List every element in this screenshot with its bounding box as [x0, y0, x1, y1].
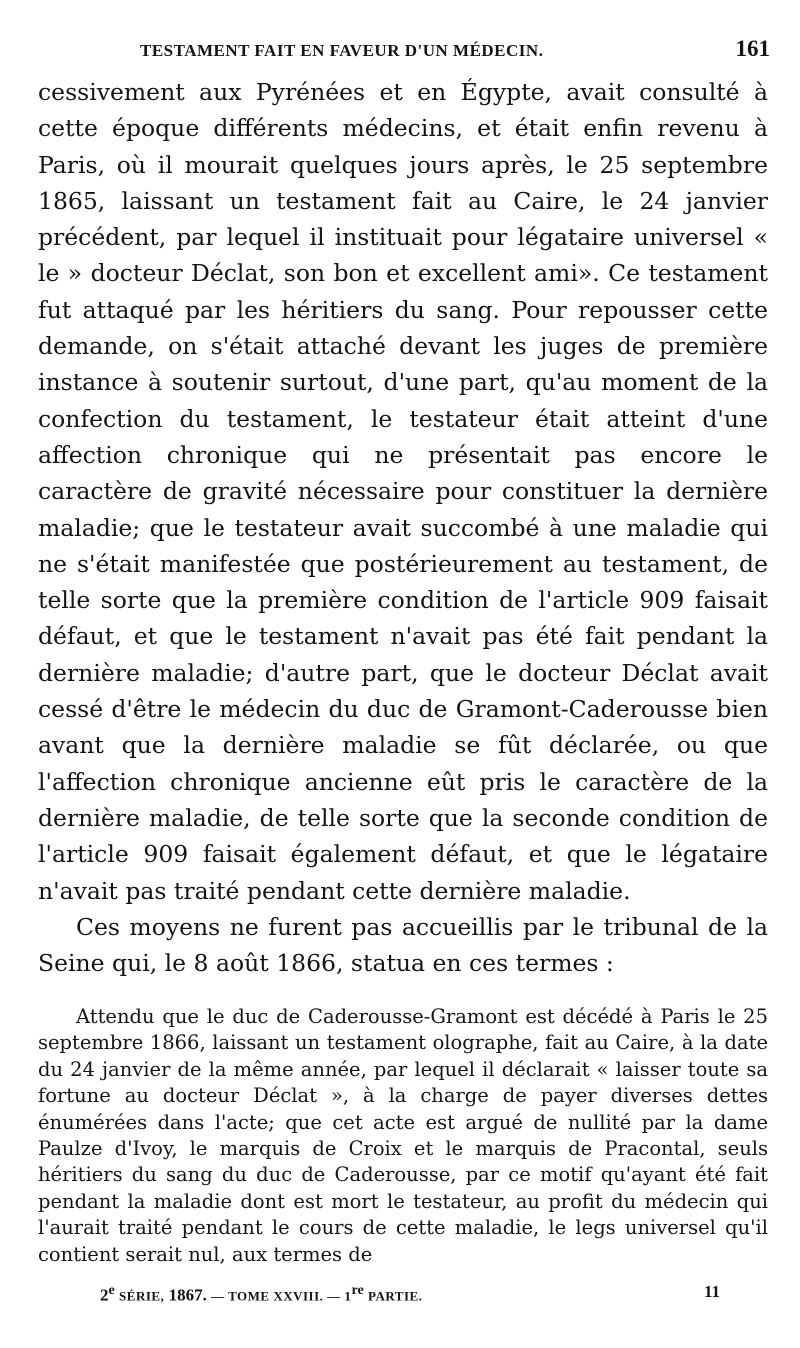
series-label: SÉRIE, [119, 1288, 165, 1304]
page-footer [100, 1282, 720, 1306]
signature-mark: 11 [703, 1282, 720, 1301]
paragraph: Ces moyens ne furent pas accueillis par le tribunal de la Seine qui, le 8 août 1866, statua en ces termes : [38, 912, 768, 978]
body-text [38, 74, 768, 981]
footer-series [100, 1282, 422, 1306]
series-suffix: e [108, 1282, 115, 1298]
running-title: TESTAMENT FAIT EN FAVEUR D'UN MÉDECIN. [140, 41, 544, 60]
footer-volume: — TOME XXVIII. — 1 [211, 1288, 352, 1304]
page-header [140, 36, 770, 66]
page-number: 161 [735, 36, 770, 61]
footer-year: 1867. [168, 1285, 207, 1305]
part-suffix: re [351, 1282, 364, 1298]
part-label: PARTIE. [368, 1288, 423, 1304]
series-number: 2 [100, 1285, 109, 1305]
paragraph-continuation: cessivement aux Pyrénées et en Égypte, avait consulté à cette époque différents médecins, et était enfin revenu à Paris, où il mourait quelques jours après, le 25 septembre 1865, laissant un testament fait au Caire, le 24 janvier précédent, par lequel il instituait pour légataire universel « le » docteur Déclat, son bon et excellent ami». Ce testament fut attaqué par les héritiers du sang. Pour repousser cette demande, on s'était attaché devant les juges de première instance à soutenir surtout, d'une part, qu'au moment de la confection du testament, le testateur était atteint d'une affection chronique qui ne présentait pas encore le caractère de gravité nécessaire pour constituer la dernière maladie; que le testateur avait succombé à une maladie qui ne s'était manifestée que postérieurement au testament, de telle sorte que la première condition de l'article 909 faisait défaut, et que le testament n'avait pas été fait pendant la dernière maladie; d'autre part, que le docteur Déclat avait cessé d'être le médecin du duc de Gramont-Caderousse bien avant que la dernière maladie se fût déclarée, ou que l'affection chronique ancienne eût pris le caractère de la dernière maladie, de telle sorte que la seconde condition de l'article 909 faisait également défaut, et que le légataire n'avait pas traité pendant cette dernière maladie. [38, 78, 768, 905]
quoted-judgment: Attendu que le duc de Caderousse-Gramont est décédé à Paris le 25 septembre 1866, laissant un testament olographe, fait au Caire, à la date du 24 janvier de la même année, par lequel il déclarait « laisser toute sa fortune au docteur Déclat », à la charge de payer diverses dettes énumérées dans l'acte; que cet acte est argué de nullité par la dame Paulze d'Ivoy, le marquis de Croix et le marquis de Pracontal, seuls héritiers du sang du duc de Caderousse, par ce motif qu'ayant été fait pendant la maladie dont est mort le testateur, au profit du médecin qui l'aurait traité pendant le cours de cette maladie, le legs universel qu'il contient serait nul, aux termes de [38, 1005, 768, 1266]
